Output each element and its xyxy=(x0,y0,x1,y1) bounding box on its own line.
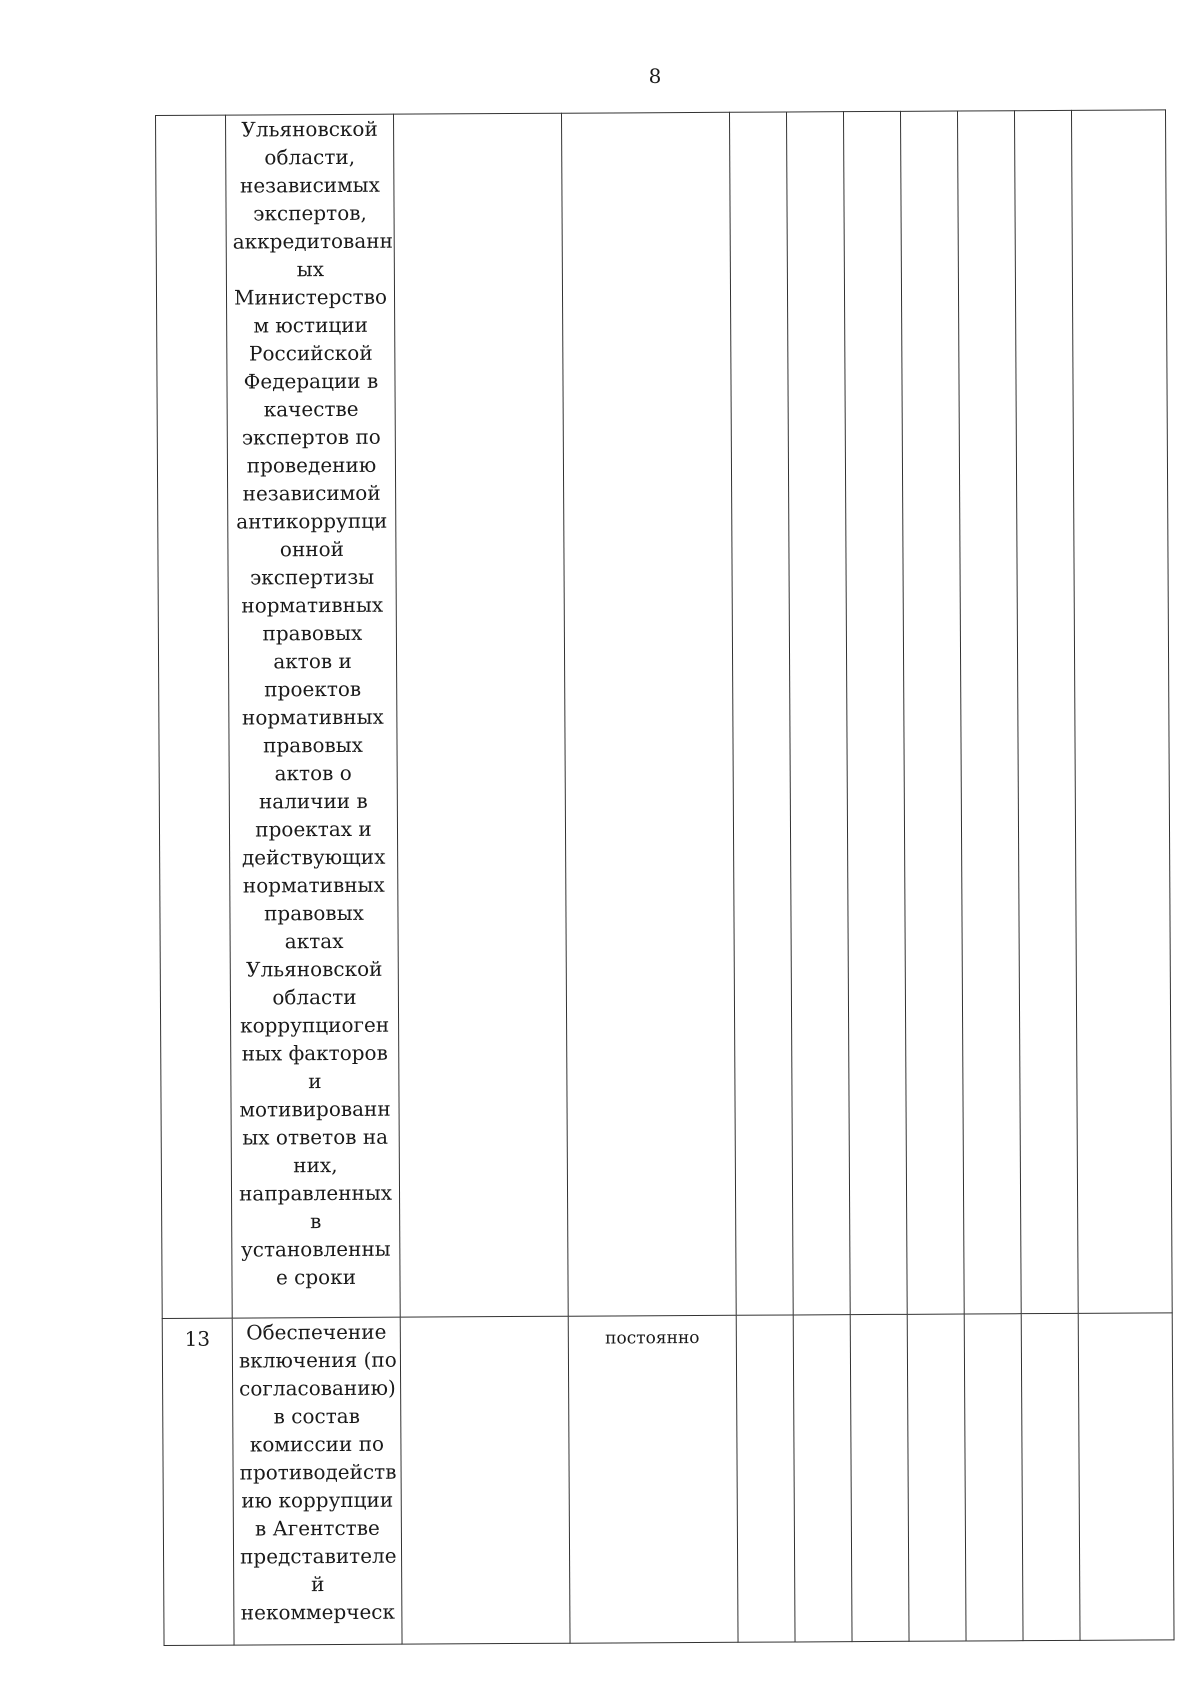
measure-text-line: онной xyxy=(279,536,345,562)
measure-text-line: ых xyxy=(296,257,325,282)
measure-text-line: нормативных xyxy=(241,704,384,730)
measure-text-line: Обеспечение xyxy=(246,1319,387,1345)
measure-text-line: актов о xyxy=(274,760,352,786)
page-number: 8 xyxy=(648,64,662,88)
measure-text-line: м юстиции xyxy=(253,312,368,338)
measure-text-line: мотивированн xyxy=(239,1096,391,1122)
measure-text-line: актов и xyxy=(273,648,352,674)
measure-text-line: нормативных xyxy=(242,872,385,898)
measure-text-line: е сроки xyxy=(275,1264,357,1290)
table-row xyxy=(156,110,1173,1319)
measure-text-line: аккредитованн xyxy=(232,228,393,254)
measure-text-line: противодейств xyxy=(239,1459,397,1485)
empty-cell xyxy=(729,112,793,1315)
measure-text-line: ию коррупции xyxy=(241,1487,394,1513)
measure-text-line: Федерации в xyxy=(243,368,379,394)
measure-text-line: проектах и xyxy=(255,816,372,842)
measure-text-line: них, xyxy=(293,1152,338,1178)
row-number: 13 xyxy=(162,1318,234,1645)
measure-text-line: независимой xyxy=(242,480,381,506)
measure-text-line: ных факторов xyxy=(241,1040,388,1066)
measure-text-line: согласованию) xyxy=(239,1375,396,1401)
measure-text-line: правовых xyxy=(262,620,363,646)
measure-text-line: установленны xyxy=(240,1236,391,1262)
measure-text-line: в Агентстве xyxy=(254,1515,380,1541)
measure-text-line: ых ответов на xyxy=(242,1124,389,1150)
measure-text xyxy=(232,1317,402,1645)
measure-text-line: представителе xyxy=(239,1543,397,1569)
measure-text-line: правовых xyxy=(263,732,363,758)
empty-cell xyxy=(793,1315,852,1642)
measures-table xyxy=(155,109,1175,1646)
measure-text-line: антикоррупци xyxy=(236,508,388,534)
measure-text-line: включения (по xyxy=(238,1347,397,1373)
term-cell xyxy=(561,112,736,1316)
empty-cell xyxy=(1014,110,1078,1313)
empty-cell xyxy=(786,112,850,1315)
empty-cell xyxy=(964,1314,1023,1641)
measure-text-line: в состав xyxy=(273,1403,360,1429)
empty-cell xyxy=(907,1314,966,1641)
measure-text-line: Российской xyxy=(248,340,373,366)
empty-cell xyxy=(900,111,964,1314)
measure-text-line: области xyxy=(272,984,357,1010)
measure-text-line: и xyxy=(308,1069,322,1094)
row-number xyxy=(156,115,233,1318)
empty-cell xyxy=(393,113,568,1317)
measure-text-line: Ульяновской xyxy=(246,956,383,982)
measure-text-line: в xyxy=(309,1209,322,1234)
empty-cell xyxy=(400,1316,570,1644)
measure-text-line: Министерство xyxy=(233,284,388,310)
measure-text-line: области, xyxy=(264,144,356,170)
measure-text-line: проектов xyxy=(264,676,362,702)
measure-text-line: экспертов, xyxy=(253,200,367,226)
empty-cell xyxy=(957,111,1021,1314)
measure-text-line: комиссии по xyxy=(249,1431,385,1457)
measure-text-line: некоммерческ xyxy=(240,1599,396,1625)
measure-text-line: направленных xyxy=(238,1180,393,1206)
measure-text-line: проведению xyxy=(246,452,377,478)
measure-text-line: экспертов по xyxy=(241,424,381,450)
empty-cell xyxy=(1021,1313,1080,1640)
measure-text-line: правовых xyxy=(263,900,364,926)
term-cell: постоянно xyxy=(568,1315,738,1643)
empty-cell xyxy=(1078,1313,1174,1641)
empty-cell xyxy=(1071,110,1172,1314)
empty-cell xyxy=(850,1314,909,1641)
measure-text-line: й xyxy=(310,1572,325,1597)
measure-text-line: действующих xyxy=(241,844,386,870)
measure-text-line: наличии в xyxy=(258,788,368,814)
measure-text-line: актах xyxy=(284,928,344,954)
measure-text-line: экспертизы xyxy=(249,564,375,590)
measure-text-line: Ульяновской xyxy=(241,116,378,142)
measure-text-line: независимых xyxy=(239,172,380,198)
measure-text-line: качестве xyxy=(263,396,359,422)
measure-text-line: нормативных xyxy=(241,592,384,618)
table-row xyxy=(162,1313,1174,1646)
empty-cell xyxy=(736,1315,795,1642)
measure-text-line: коррупциоген xyxy=(239,1012,390,1038)
measure-text xyxy=(226,114,401,1318)
empty-cell xyxy=(843,111,907,1314)
